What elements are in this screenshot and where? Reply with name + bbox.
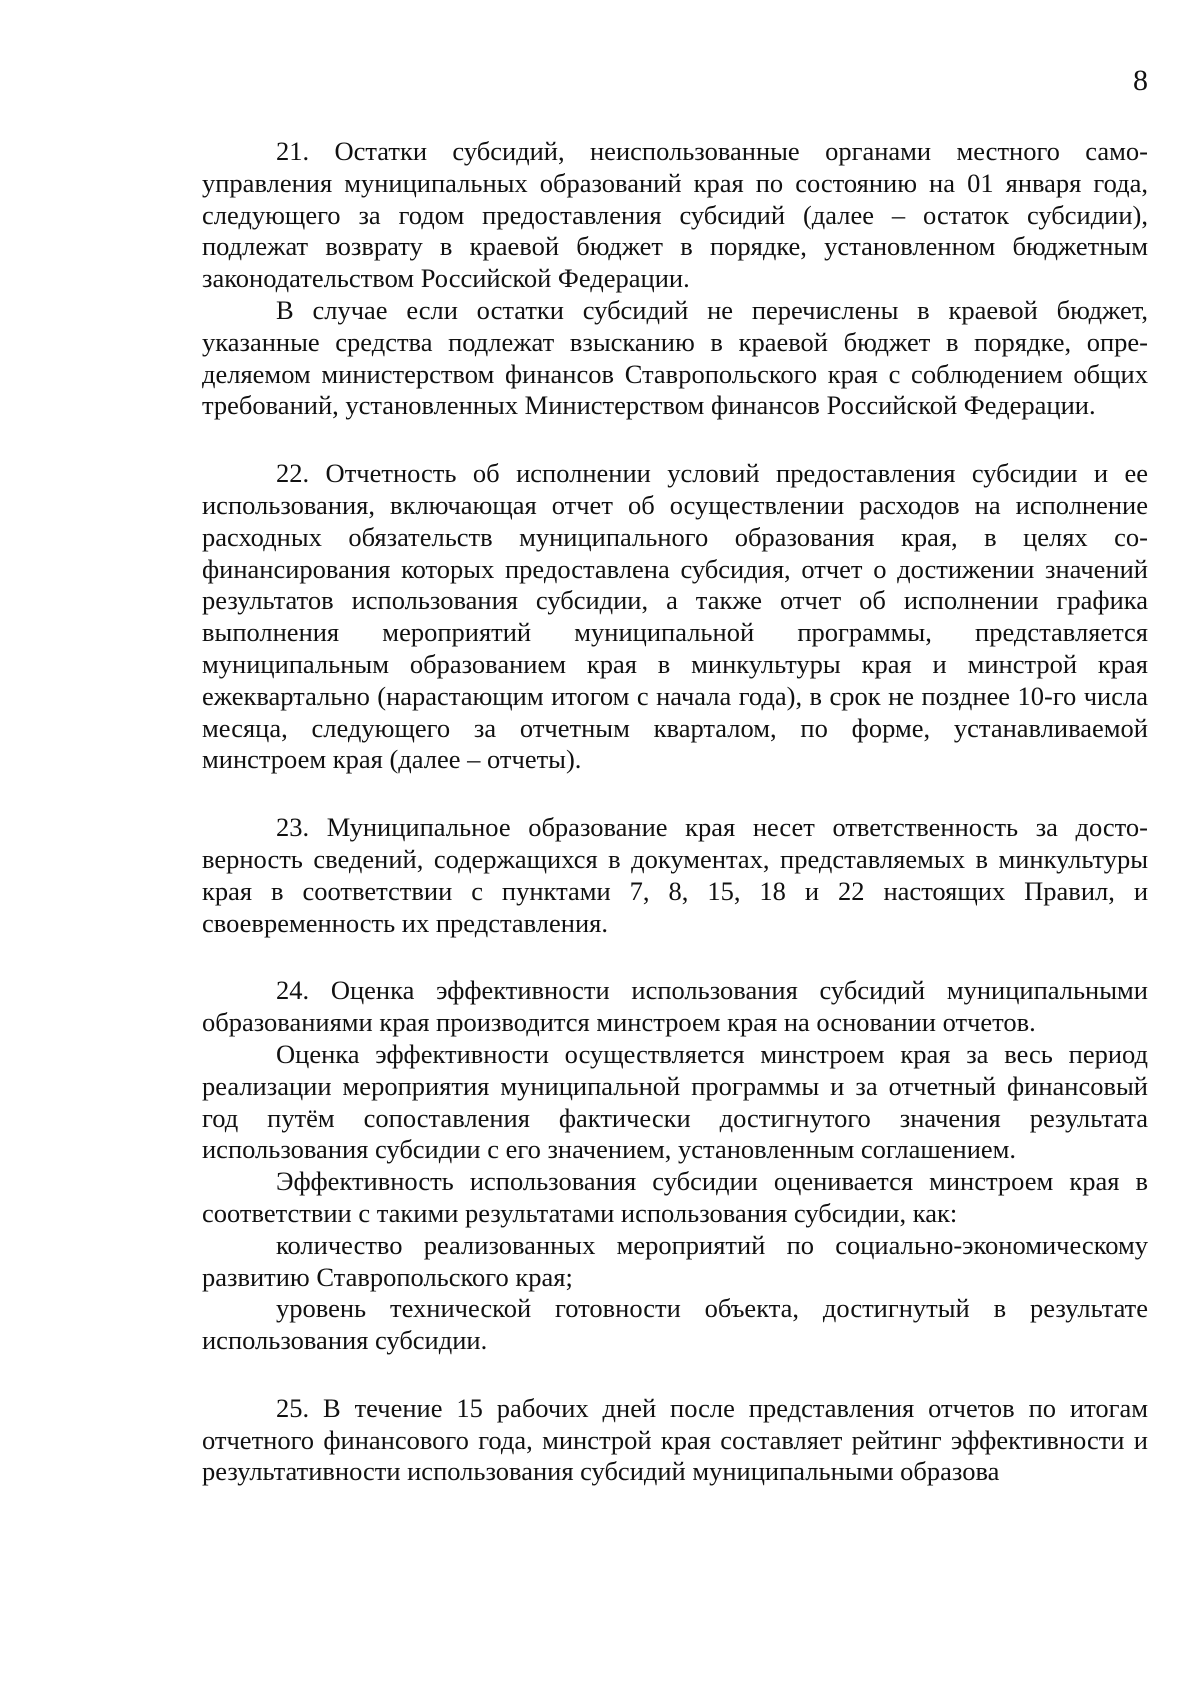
paragraph-gap (202, 939, 1148, 975)
paragraph-24-results-intro: Эффективность использования субсидии оценивается минстроем края в соответствии с такими результатами использования субсидии, как: (202, 1166, 1148, 1228)
paragraph-gap (202, 422, 1148, 458)
paragraph-22: 22. Отчетность об исполнении условий предоставления субсидии и ее использования, включающая отчет об осуществлении расходов на исполнение расходных обязательств муниципального образования края, в целях софинансирования которых предоставлена субсидия, отчет о достижении значений результатов использования субсидии, а также отчет об исполнении графика выполнения мероприятий муниципальной программы, представляется муниципальным образованием края в минкультуры края и минстрой края ежеквартально (нарастающим итогом с начала года), в срок не позднее 10-го числа месяца, следующего за отчетным кварталом, по форме, устанавливаемой минстроем края (далее – отчеты). (202, 458, 1148, 775)
paragraph-24-result-2: уровень технической готовности объекта, достигнутый в результате использования субсидии. (202, 1293, 1148, 1356)
paragraph-gap (202, 1357, 1148, 1393)
paragraph-gap (202, 776, 1148, 812)
paragraph-24-result-1: количество реализованных мероприятий по социально-экономическому развитию Ставропольского края; (202, 1229, 1148, 1292)
page-number: 8 (1133, 64, 1148, 97)
paragraph-21: 21. Остатки субсидий, неиспользованные органами местного самоуправления муниципальных образований края по состоянию на 01 января года, следующего за годом предоставления субсидий (далее – остаток субсидии), подлежат возврату в краевой бюджет в порядке, установленном бюджетным законодательством Российской Федерации. (202, 136, 1148, 294)
paragraph-24: 24. Оценка эффективности использования субсидий муниципальными образованиями края производится минстроем края на основании отчетов. (202, 975, 1148, 1038)
paragraph-23: 23. Муниципальное образование края несет ответственность за достоверность сведений, содержащихся в документах, представляемых в минкультуры края в соответствии с пунктами 7, 8, 15, 18 и 22 настоящих Правил, и своевременность их представления. (202, 812, 1148, 938)
paragraph-25: 25. В течение 15 рабочих дней после представления отчетов по итогам отчетного финансового года, минстрой края составляет рейтинг эффективности и результативности использования субсидий муниципальными образова (202, 1392, 1148, 1487)
paragraph-21-continuation: В случае если остатки субсидий не перечислены в краевой бюджет, указанные средства подлежат взысканию в краевой бюджет в порядке, определяемом министерством финансов Ставропольского края с соблюдением общих требований, установленных Министерством финансов Российской Федерации. (202, 294, 1148, 421)
paragraph-24-evaluation: Оценка эффективности осуществляется минстроем края за весь период реализации мероприятия муниципальной программы и за отчетный финансовый год путём сопоставления фактически достигнутого значения результата использования субсидии с его значением, установленным соглашением. (202, 1038, 1148, 1165)
document-body (202, 136, 1148, 1488)
